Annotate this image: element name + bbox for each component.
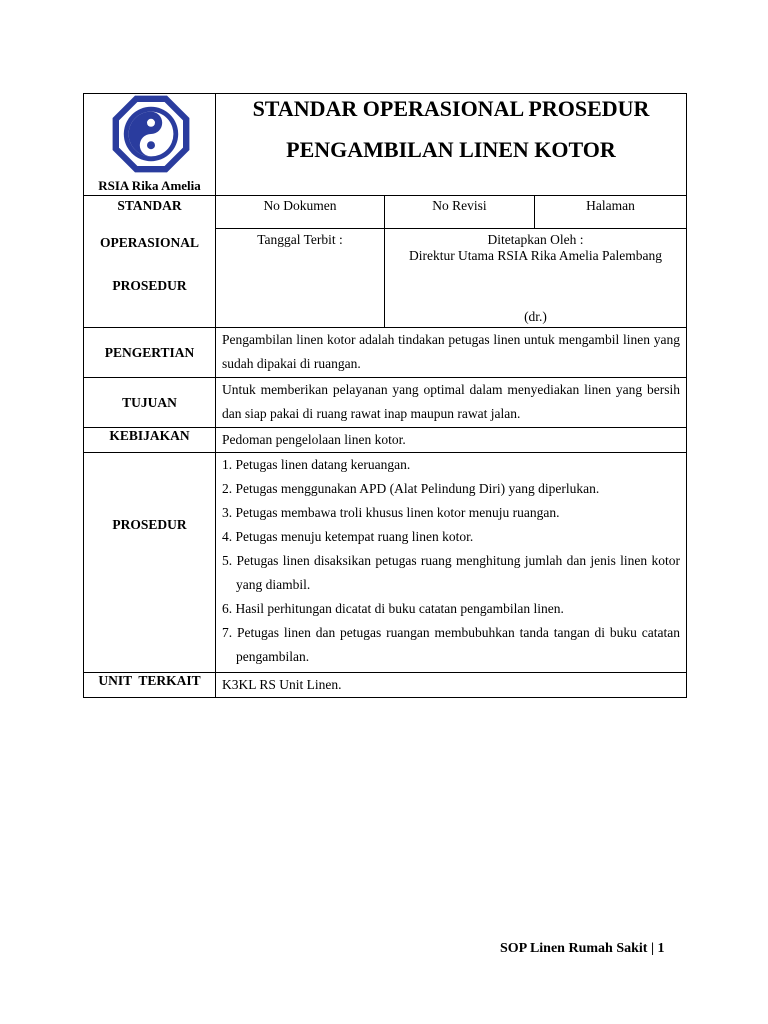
no-dokumen-label: No Dokumen	[263, 198, 337, 213]
prosedur-step: 4. Petugas menuju ketempat ruang linen kotor.	[222, 529, 474, 544]
prosedur-steps	[222, 453, 680, 669]
sop-label-line-1: STANDAR	[117, 198, 182, 213]
logo-cell	[84, 94, 216, 196]
halaman-cell	[535, 196, 687, 229]
tujuan-text: Untuk memberikan pelayanan yang optimal dalam menyediakan linen yang bersih dan siap pakai di ruang rawat inap maupun rawat jalan.	[216, 378, 687, 428]
title-line-1: STANDAR OPERASIONAL PROSEDUR	[252, 96, 650, 121]
sop-label-line-2: OPERASIONAL	[99, 235, 199, 250]
no-revisi-cell	[385, 196, 535, 229]
unit-terkait-label: UNIT TERKAIT	[84, 673, 216, 698]
tujuan-label: TUJUAN	[84, 378, 216, 428]
document-title	[216, 94, 687, 196]
no-dokumen-cell	[216, 196, 385, 229]
unit-terkait-text: K3KL RS Unit Linen.	[216, 673, 687, 698]
ditetapkan-label: Ditetapkan Oleh :	[487, 232, 584, 247]
sop-table	[83, 93, 687, 698]
pengertian-label: PENGERTIAN	[84, 328, 216, 378]
tanggal-terbit-cell	[216, 229, 385, 328]
ditetapkan-cell	[385, 229, 687, 328]
no-revisi-label: No Revisi	[432, 198, 487, 213]
prosedur-label-cell	[84, 453, 216, 673]
sop-label-line-3: PROSEDUR	[112, 278, 187, 293]
prosedur-step: 3. Petugas membawa troli khusus linen kotor menuju ruangan.	[222, 505, 560, 520]
prosedur-steps-cell	[216, 453, 687, 673]
prosedur-step: 5. Petugas linen disaksikan petugas ruang menghitung jumlah dan jenis linen kotor yang diambil.	[222, 553, 680, 592]
sop-label-cell	[84, 196, 216, 328]
dr-label: (dr.)	[524, 309, 547, 324]
page-footer: SOP Linen Rumah Sakit | 1	[500, 941, 665, 956]
tanggal-terbit-label: Tanggal Terbit :	[257, 232, 343, 247]
hospital-name: RSIA Rika Amelia	[98, 178, 201, 193]
direktur-label: Direktur Utama RSIA Rika Amelia Palembang	[408, 248, 663, 263]
hospital-logo-icon	[111, 94, 191, 174]
halaman-label: Halaman	[586, 198, 635, 213]
prosedur-step: 7. Petugas linen dan petugas ruangan membubuhkan tanda tangan di buku catatan pengambilan.	[222, 625, 680, 664]
title-line-2: PENGAMBILAN LINEN KOTOR	[286, 137, 616, 162]
prosedur-step: 1. Petugas linen datang keruangan.	[222, 457, 411, 472]
kebijakan-text: Pedoman pengelolaan linen kotor.	[216, 428, 687, 453]
prosedur-step: 6. Hasil perhitungan dicatat di buku catatan pengambilan linen.	[222, 601, 564, 616]
kebijakan-label: KEBIJAKAN	[84, 428, 216, 453]
prosedur-step: 2. Petugas menggunakan APD (Alat Pelindung Diri) yang diperlukan.	[222, 481, 600, 496]
pengertian-text: Pengambilan linen kotor adalah tindakan petugas linen untuk mengambil linen yang sudah dipakai di ruangan.	[216, 328, 687, 378]
prosedur-label: PROSEDUR	[112, 517, 187, 532]
